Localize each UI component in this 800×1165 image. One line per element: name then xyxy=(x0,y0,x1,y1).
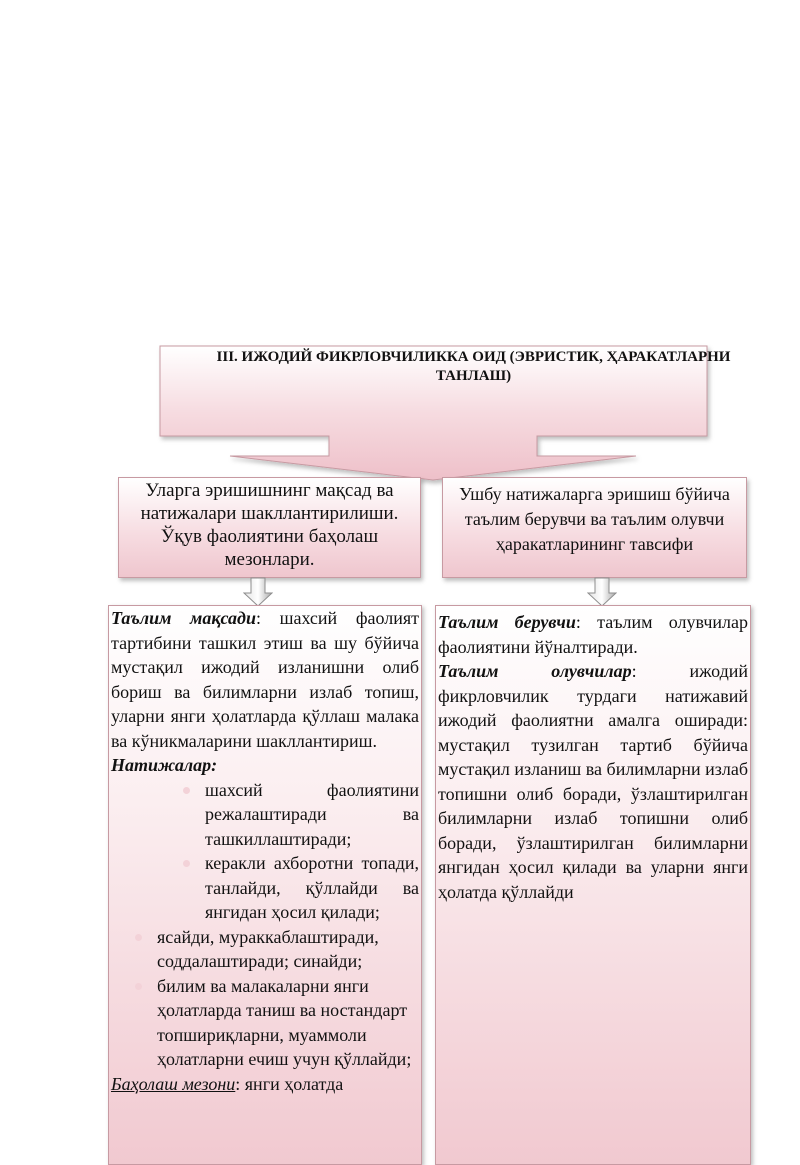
left-content-box xyxy=(108,605,422,1165)
student-text: : ижодий фикрловчилик турдаги натижавий ижодий фаолиятни амалга оширади: мустақил тузилган тартиб бўйича мустақил изланиш ва билимларни излаб топишни олиб боради, ўзлаштирилган билимларни излаб топишни олиб боради, ўзлаштирилган билимларни янгидан ҳосил қилади ва уларни янги ҳолатда қўллайди xyxy=(438,661,748,902)
list-item xyxy=(109,778,421,852)
right-subheader xyxy=(442,477,747,578)
list-item-text: шахсий фаолиятини режалаштиради ва ташкиллаштиради; xyxy=(205,779,419,849)
teacher-text: : таълим олувчилар фаолиятини йўналтиради. xyxy=(438,612,748,657)
student-paragraph xyxy=(436,659,750,904)
criterion-paragraph xyxy=(109,1072,421,1097)
results-label: Натижалар: xyxy=(111,755,218,775)
list-item xyxy=(109,851,421,925)
left-down-arrow-icon xyxy=(243,577,273,607)
results-list xyxy=(109,778,421,1072)
left-subheader-text: Уларга эришишнинг мақсад ва натижалари шакллантирилиши. Ўқув фаолиятини баҳолаш мезонлари. xyxy=(140,480,399,570)
right-content-box xyxy=(435,605,751,1165)
bullet-icon xyxy=(135,934,142,941)
bullet-icon xyxy=(183,787,190,794)
right-subheader-text: Ушбу натижаларга эришиш бўйича таълим берувчи ва таълим олувчи ҳаракатларининг тавсифи xyxy=(459,484,730,554)
list-item xyxy=(109,974,421,1072)
criterion-label: Баҳолаш мезони xyxy=(111,1073,236,1094)
right-down-arrow-icon xyxy=(587,577,617,607)
results-heading xyxy=(109,753,421,778)
teacher-paragraph xyxy=(436,610,750,659)
list-item-text: билим ва малакаларни янги ҳолатларда таниш ва ностандарт топшириқларни, муаммоли ҳолатларни ечиш учун қўллайди; xyxy=(157,975,412,1069)
goal-paragraph xyxy=(109,606,421,753)
bullet-icon xyxy=(135,983,142,990)
header-title: III. ИЖОДИЙ ФИКРЛОВЧИЛИККА ОИД (ЭВРИСТИК, ҲАРАКАТЛАРНИ ТАНЛАШ) xyxy=(216,349,731,384)
list-item-text: ясайди, мураккаблаштиради, соддалаштиради; синайди; xyxy=(157,926,379,971)
list-item-text: керакли ахборотни топади, танлайди, қўллайди ва янгидан ҳосил қилади; xyxy=(205,853,419,922)
criterion-text: : янги ҳолатда xyxy=(235,1073,344,1094)
left-subheader xyxy=(118,477,421,578)
list-item xyxy=(109,925,421,974)
teacher-label: Таълим берувчи xyxy=(438,612,576,632)
bullet-icon xyxy=(183,860,190,867)
goal-text: : шахсий фаолият тартибини ташкил этиш ва шу бўйича мустақил ижодий изланишни олиб бориш ва билимларни излаб топиш, уларни янги ҳолатларда қўллаш малака ва кўникмаларини шакллантириш. xyxy=(111,608,420,751)
goal-label: Таълим мақсади xyxy=(111,608,256,628)
student-label: Таълим олувчилар xyxy=(438,661,632,681)
